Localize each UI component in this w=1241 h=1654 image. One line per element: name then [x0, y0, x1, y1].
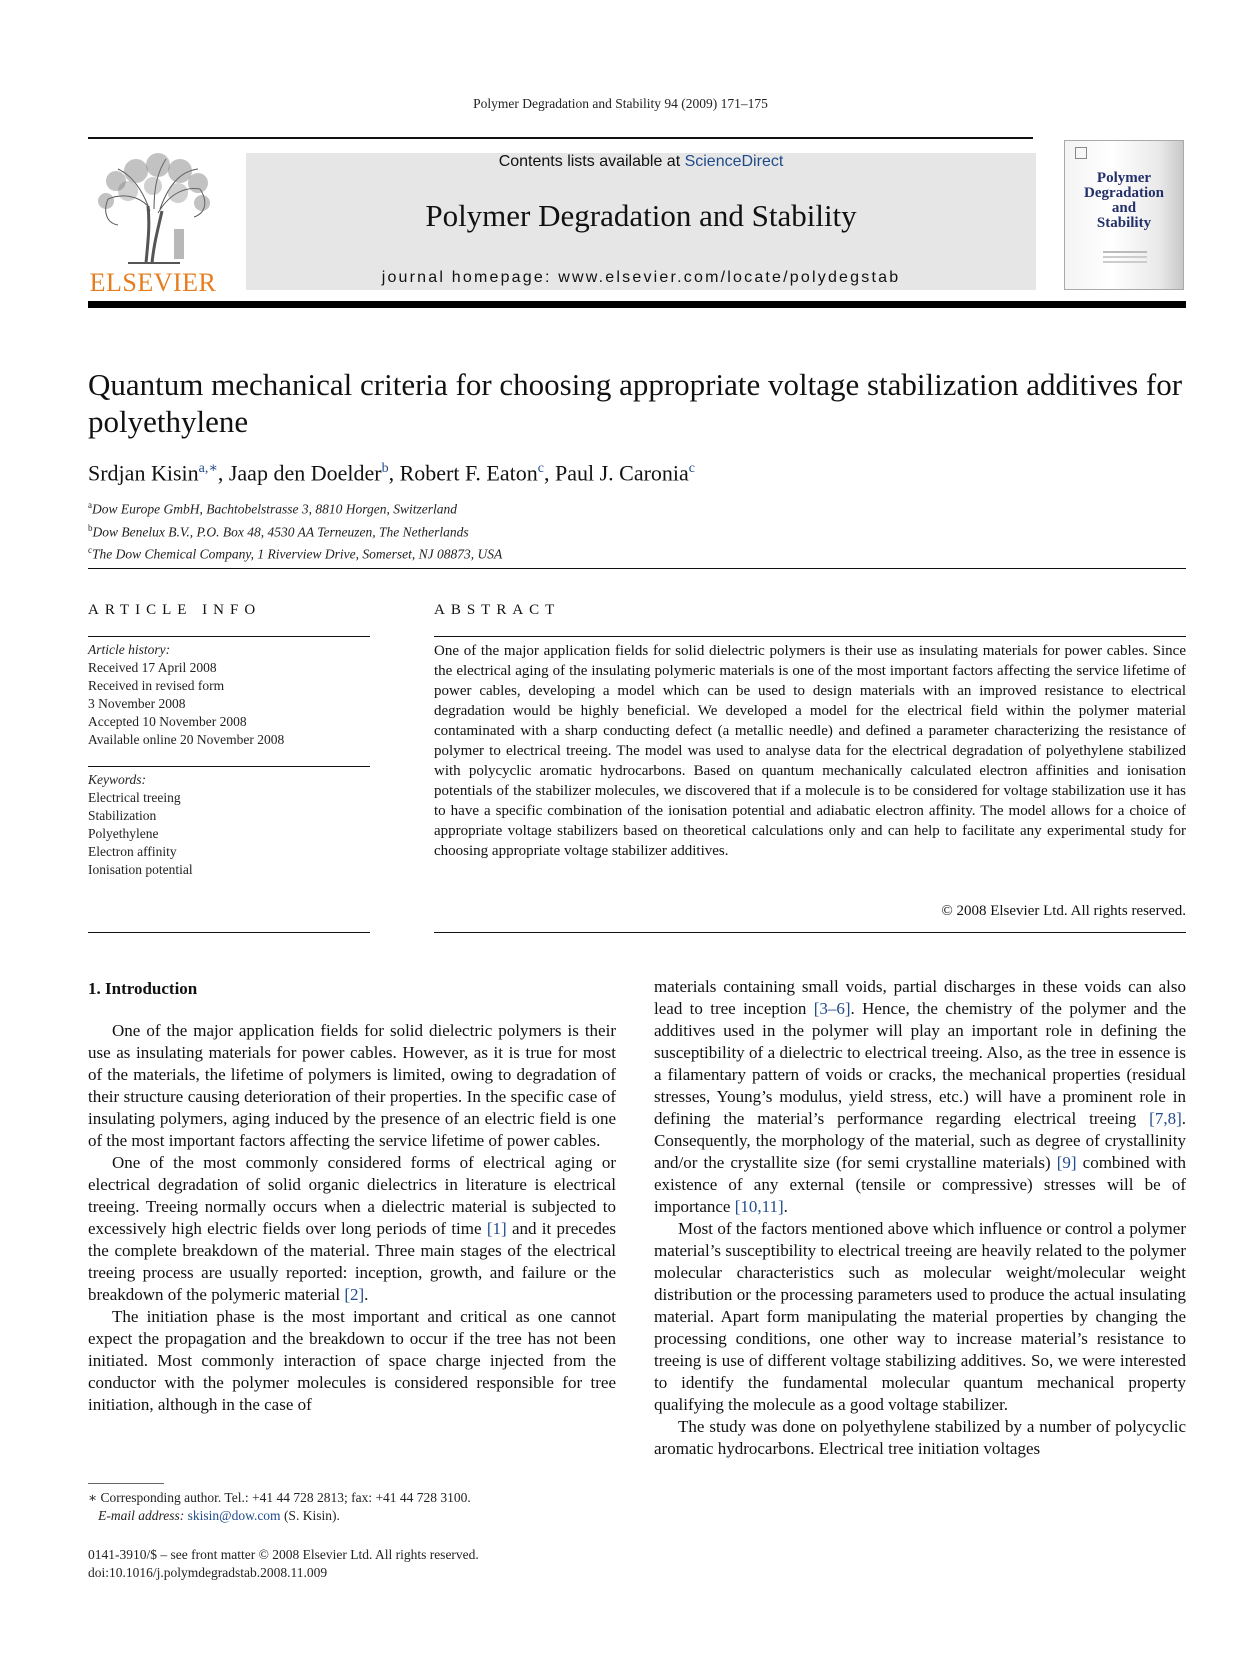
- email-suffix: (S. Kisin).: [280, 1508, 340, 1523]
- article-info-rule: [88, 766, 370, 767]
- keywords: [88, 771, 370, 879]
- paragraph: The initiation phase is the most important and critical as one cannot expect the propagation and the breakdown to occur if the tree has not been initiated. Most commonly interaction of space charge injected from the conductor with the polymer molecules is considered responsible for tree initiation, although in the case of: [88, 1307, 616, 1414]
- corresponding-author-footnote: [88, 1489, 648, 1525]
- citation-link[interactable]: [7,8]: [1149, 1109, 1182, 1128]
- affiliation-mark: b: [88, 522, 93, 533]
- section-rule: [88, 568, 1186, 569]
- citation-link[interactable]: [3–6]: [813, 999, 851, 1018]
- journal-cover-thumbnail[interactable]: [1064, 140, 1184, 290]
- article-title: Quantum mechanical criteria for choosing appropriate voltage stabilization additives for polyethylene: [88, 367, 1183, 439]
- author-name[interactable]: Jaap den Doelder: [228, 460, 382, 486]
- header-thick-rule: [88, 301, 1186, 308]
- keyword: Ionisation potential: [88, 862, 193, 877]
- section-heading-introduction: 1. Introduction: [88, 979, 198, 998]
- abstract-heading: ABSTRACT: [434, 602, 561, 618]
- affiliation: [88, 519, 1188, 542]
- body-column-left: [88, 1020, 616, 1416]
- abstract-copyright: © 2008 Elsevier Ltd. All rights reserved.: [941, 903, 1186, 919]
- author-affil-mark[interactable]: c: [688, 461, 696, 476]
- history-item: Received 17 April 2008: [88, 660, 217, 675]
- affiliation-mark: c: [88, 545, 92, 555]
- citation-link[interactable]: [9]: [1056, 1153, 1077, 1172]
- affiliation-text: The Dow Chemical Company, 1 Riverview Drive, Somerset, NJ 08873, USA: [92, 546, 503, 562]
- journal-name: Polymer Degradation and Stability: [425, 198, 857, 233]
- text-run: .: [783, 1197, 788, 1216]
- citation-link[interactable]: [10,11]: [734, 1197, 784, 1216]
- author-separator: ,: [543, 460, 555, 486]
- email-link[interactable]: skisin@dow.com: [187, 1508, 281, 1523]
- citation-link[interactable]: [1]: [486, 1219, 507, 1238]
- journal-reference: Polymer Degradation and Stability 94 (2009) 171–175: [473, 96, 768, 111]
- paragraph: The study was done on polyethylene stabilized by a number of polycyclic aromatic hydrocarbons. Electrical tree initiation voltages: [654, 1417, 1186, 1458]
- footnote-rule: [88, 1483, 164, 1484]
- history-item: Received in revised form: [88, 678, 225, 693]
- sciencedirect-link[interactable]: ScienceDirect: [684, 153, 784, 170]
- cover-title-line: Degradation: [1084, 185, 1164, 201]
- contents-prefix: Contents lists available at: [498, 153, 685, 170]
- keyword: Electrical treeing: [88, 790, 181, 805]
- paragraph: One of the major application fields for solid dielectric polymers is their use as insulating materials for power cables. However, as it is true for most of the materials, the lifetime of polymers is limited, owing to degradation of their structure causing deterioration of their properties. In the specific case of insulating polymers, aging induced by the presence of an electric field is one of the most important factors affecting the service lifetime of power cables.: [88, 1021, 616, 1150]
- journal-homepage-link[interactable]: journal homepage: www.elsevier.com/locate/polydegstab: [381, 269, 901, 286]
- affiliation-text: Dow Benelux B.V., P.O. Box 48, 4530 AA Terneuzen, The Netherlands: [92, 524, 469, 539]
- article-history: [88, 641, 370, 749]
- footnote-email-line: [88, 1507, 648, 1525]
- author-affil-mark[interactable]: a,∗: [198, 461, 218, 476]
- footnote-corresponding: ∗ Corresponding author. Tel.: +41 44 728 2813; fax: +41 44 728 3100.: [88, 1490, 471, 1505]
- paragraph: [654, 976, 1186, 1218]
- paragraph: [88, 1152, 616, 1306]
- article-info-heading: ARTICLE INFO: [88, 602, 262, 618]
- author-affil-mark[interactable]: b: [381, 461, 389, 476]
- article-info-rule: [88, 932, 370, 933]
- abstract-rule: [434, 932, 1186, 933]
- contents-line: [246, 153, 1036, 171]
- cover-stamp-icon: [1075, 147, 1087, 159]
- keyword: Stabilization: [88, 808, 157, 823]
- cover-title: [1065, 171, 1183, 231]
- text-run: .: [364, 1285, 369, 1304]
- author-name[interactable]: Robert F. Eaton: [399, 460, 538, 486]
- body-column-right: [654, 976, 1186, 1460]
- author-affil-mark[interactable]: c: [537, 461, 544, 476]
- text-run: and it precedes the complete breakdown of the material. Three main stages of the electrical treeing process are usually reported: inception, growth, and failure or the breakdown of the polymeric material: [88, 1219, 616, 1304]
- article-info-rule: [88, 636, 370, 637]
- elsevier-logo[interactable]: [88, 151, 218, 296]
- text-run: . Hence, the chemistry of the polymer and the additives used in the polymer will play an important role in defining the susceptibility of a dielectric to electrical treeing. Also, as the tree in essence is a filamentary pattern of voids or cracks, the mechanical properties (residual stresses, Young’s modulus, yield stress, etc.) will have a prominent role in defining the material’s performance regarding electrical treeing: [654, 999, 1186, 1128]
- cover-title-line: Stability: [1096, 215, 1152, 231]
- text-run: . Consequently, the morphology of the material, such as degree of crystallinity and/or the crystallite size (for semi crystalline materials): [654, 1109, 1186, 1172]
- affiliation: [88, 541, 1188, 564]
- paragraph: Most of the factors mentioned above which influence or control a polymer material’s susceptibility to electrical treeing are heavily related to the polymer molecular characteristics such as molecular weight/molecular weight distribution or the processing parameters used to produce the actual insulating material. Apart form manipulating the material properties by changing the processing conditions, one other way to increase material’s resistance to treeing is use of different voltage stabilizing additives. So, we were interested to identify the fundamental molecular quantum mechanical property qualifying the molecule as a good voltage stabilizer.: [654, 1219, 1186, 1414]
- header-rule: [88, 137, 1033, 139]
- text-run: materials containing small voids, partial discharges in these voids can also lead to tree inception: [654, 977, 1186, 1018]
- keywords-label: Keywords:: [88, 772, 146, 787]
- affiliation-mark: a: [88, 500, 92, 510]
- front-matter: [88, 1546, 688, 1582]
- abstract-rule: [434, 636, 1186, 637]
- doi-line[interactable]: doi:10.1016/j.polymdegradstab.2008.11.009: [88, 1565, 328, 1580]
- keyword: Polyethylene: [88, 826, 159, 841]
- history-item: 3 November 2008: [88, 696, 186, 711]
- issn-line: 0141-3910/$ – see front matter © 2008 Elsevier Ltd. All rights reserved.: [88, 1547, 479, 1562]
- text-run: combined with existence of any external (tensile or compressive) stresses will be of importance: [654, 1153, 1186, 1216]
- elsevier-wordmark: ELSEVIER: [89, 268, 217, 297]
- abstract-text: One of the major application fields for solid dielectric polymers is their use as insulating materials for power cables. Since the electrical aging of the insulating polymeric materials is one of the most important factors affecting the service lifetime of power cables, developing a model which can be used to design materials with an improved resistance to electrical degradation would be highly beneficial. We developed a model for the electrical field within the polymer material contaminated with a sharp conducting defect (a metallic needle) and defined a parameter characterizing the resistance of polymer to electrical treeing. The model was used to analyse data for the electrical degradation of polyethylene stabilized with polycyclic aromatic hydrocarbons. Based on quantum mechanically calculated electron affinities and ionisation potentials of the stabilizer molecules, we discovered that if a molecule is to be considered for voltage stabilization use it has to have a specific combination of the ionisation potential and adiabatic electron affinity. The model allows for a choice of appropriate voltage stabilizers based on theoretical calculations only and can help to facilitate any experimental study for choosing appropriate voltage stabilizer additives.: [434, 643, 1186, 859]
- keyword: Electron affinity: [88, 844, 177, 859]
- cover-decoration: [1103, 251, 1147, 253]
- affiliation-text: Dow Europe GmbH, Bachtobelstrasse 3, 8810 Horgen, Switzerland: [92, 501, 457, 517]
- author-name[interactable]: Paul J. Caronia: [554, 460, 689, 486]
- history-label: Article history:: [88, 642, 171, 657]
- text-run: One of the most commonly considered forms of electrical aging or electrical degradation of solid organic dielectrics in literature is electrical treeing. Treeing normally occurs when a dielectric material is subjected to excessively high electric fields over long periods of time: [88, 1153, 616, 1238]
- cover-title-line: and: [1111, 200, 1137, 216]
- tree-icon: [88, 151, 218, 266]
- email-label: E-mail address:: [98, 1508, 188, 1523]
- journal-banner: [246, 153, 1036, 290]
- author-name[interactable]: Srdjan Kisin: [88, 460, 199, 486]
- author-separator: ,: [388, 460, 400, 486]
- author-separator: ,: [217, 460, 229, 486]
- affiliations: [88, 496, 1188, 564]
- affiliation: [88, 496, 1188, 519]
- cover-title-line: Polymer: [1096, 170, 1152, 186]
- citation-link[interactable]: [2]: [344, 1285, 365, 1304]
- history-item: Accepted 10 November 2008: [88, 714, 247, 729]
- author-list: [88, 455, 1188, 487]
- history-item: Available online 20 November 2008: [88, 732, 285, 747]
